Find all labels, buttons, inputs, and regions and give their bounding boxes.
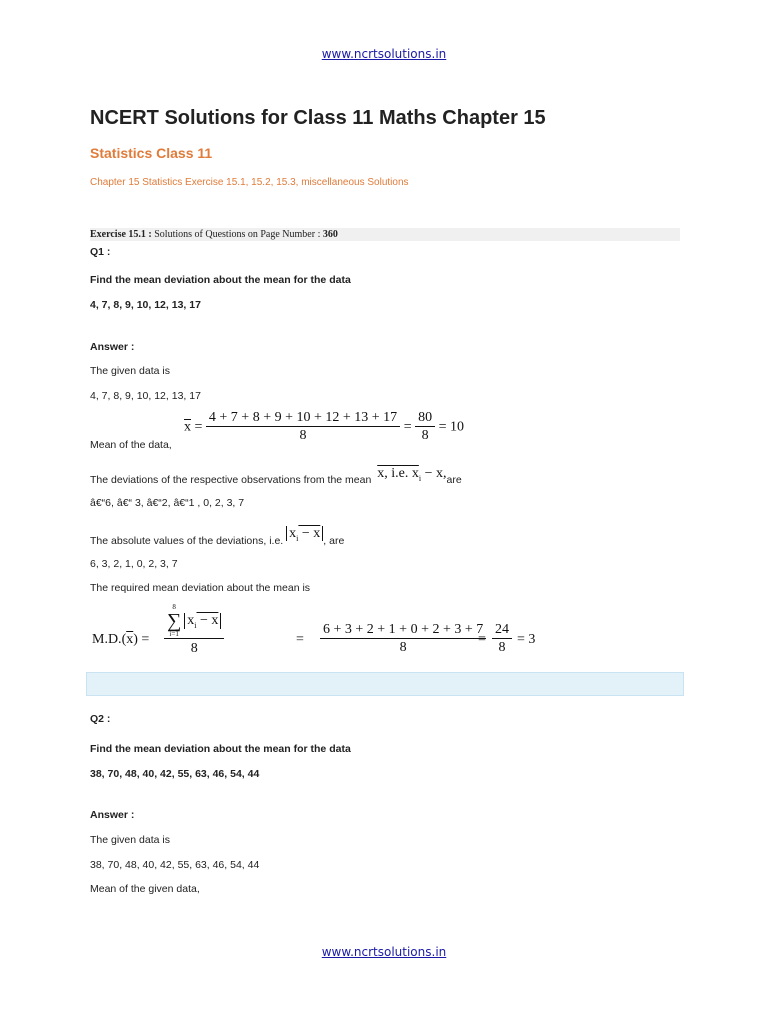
deviations-text: The deviations of the respective observations from the mean [90,474,372,486]
sigma-bottom: i=1 [169,630,179,638]
q1-required-text: The required mean deviation about the mean is [90,582,311,594]
q1-abs-line [90,526,345,550]
exercise-text: Solutions of Questions on Page Number : [151,229,323,240]
md-result: = 3 [517,632,536,647]
md-frac3-num: 24 [492,622,512,639]
exercise-page: 360 [322,229,338,240]
deviations-tail: − x, [421,466,447,481]
q1-question: Find the mean deviation about the mean for the data [90,274,351,286]
q1-label: Q1 : [90,246,111,258]
page-title: NCERT Solutions for Class 11 Maths Chapter 15 [90,107,546,129]
page-subtitle: Statistics Class 11 [90,145,213,161]
mean-frac2-den: 8 [421,428,429,443]
deviations-math-expr: x, i.e. x [377,466,419,481]
sigma-icon: ∑ [167,610,182,632]
sigma-sub: i [194,620,197,630]
mean-symbol: $\overline{x}$ [184,419,191,435]
q2-data: 38, 70, 48, 40, 42, 55, 63, 46, 54, 44 [90,768,260,780]
q2-question: Find the mean deviation about the mean for the data [90,743,351,755]
mean-fraction [206,410,400,445]
q1-deviations-line [90,466,462,489]
md-den2: 8 [399,640,407,655]
sigma-tail: − x [196,612,219,628]
mean-fraction-2 [415,410,435,445]
md-lhs-arg: $\overline{x}$ [126,632,134,647]
sigma-body-x: x [187,612,195,628]
md-fraction-3 [492,622,512,657]
exercise-label: Exercise 15.1 : [90,229,152,240]
abs-math-x: x [289,526,297,541]
footer-site-link[interactable]: www.ncrtsolutions.in [321,945,447,959]
ad-banner[interactable] [86,672,684,696]
deviations-are: are [446,474,462,486]
mean-numerator: 4 + 7 + 8 + 9 + 10 + 12 + 13 + 17 [206,410,400,427]
mean-result: = 10 [438,419,464,435]
sigma-top: 8 [172,603,176,611]
q1-data: 4, 7, 8, 9, 10, 12, 13, 17 [90,299,201,311]
md-lhs: $M.D.(\overline{x})$ = [92,632,150,647]
md-frac3-den: 8 [498,640,506,655]
abs-math [286,526,323,541]
abs-text: The absolute values of the deviations, i.e. [90,535,284,547]
q2-mean-text: Mean of the given data, [90,883,200,895]
mean-denominator: 8 [299,428,307,443]
q2-given-text: The given data is [90,834,170,846]
mean-frac2-num: 80 [415,410,435,427]
exercise-header [90,228,680,241]
q2-label: Q2 : [90,713,111,725]
abs-are: , are [323,535,345,547]
abs-tail: − x [298,526,321,541]
q1-abs-values: 6, 3, 2, 1, 0, 2, 3, 7 [90,558,178,570]
md-den1: 8 [190,641,198,656]
q1-mean-text: Mean of the data, [90,439,172,451]
md-lhs-label: M.D. [92,632,122,647]
q1-mean-formula: $\overline{x}$ = $\frac{4 + 7 + 8 + 9 + 10 + 12 + 13 + 17}{8}$ = $\frac{80}{8}$ = 10 [184,410,464,443]
q1-given-data: 4, 7, 8, 9, 10, 12, 13, 17 [90,390,201,402]
abs-sub: i [296,533,299,543]
md-sigma-fraction [164,604,224,659]
q1-deviations-values: â€“6, â€“ 3, â€“2, â€“1 , 0, 2, 3, 7 [90,497,245,509]
q1-md-formula: $M.D.(\overline{x})$ = 8 ∑ i=1 $x_i - x$ 8 = $\frac{6 + 3 + 2 + 1 + 0 + 2 + 3 + 7}{8}$ = $\frac{24}{8}$ = 3 [92,604,452,666]
q1-answer-label: Answer : [90,341,135,353]
header-site-link[interactable]: www.ncrtsolutions.in [321,47,447,61]
sigma-body [184,613,221,630]
md-fraction-2 [320,622,486,657]
q2-answer-label: Answer : [90,809,135,821]
q2-given-data: 38, 70, 48, 40, 42, 55, 63, 46, 54, 44 [90,859,260,871]
q1-given-text: The given data is [90,365,170,377]
deviations-math [377,466,446,481]
md-numerator2: 6 + 3 + 2 + 1 + 0 + 2 + 3 + 7 [320,622,486,639]
chapter-description: Chapter 15 Statistics Exercise 15.1, 15.2, 15.3, miscellaneous Solutions [90,177,409,188]
deviations-sub: i [418,473,422,483]
